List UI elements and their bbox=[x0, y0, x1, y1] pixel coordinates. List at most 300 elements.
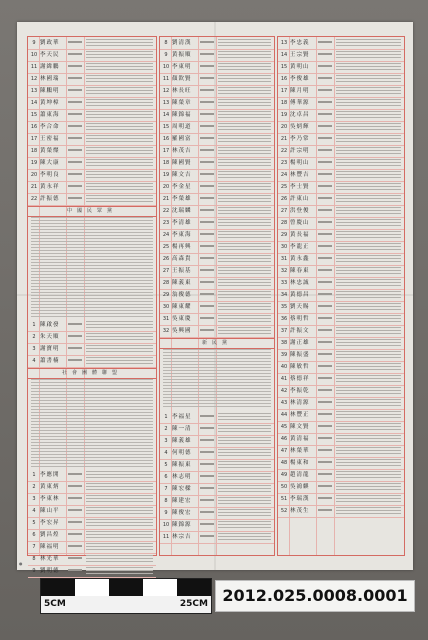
person-name: 蕭書楠 bbox=[40, 358, 60, 364]
person-name: 林國瑞 bbox=[40, 76, 60, 82]
row-meta-text bbox=[318, 413, 332, 415]
row-number: 10 bbox=[30, 52, 38, 58]
row-meta-text bbox=[68, 533, 82, 535]
row-number: 43 bbox=[280, 400, 288, 406]
row-number: 7 bbox=[164, 486, 168, 492]
row-description-text bbox=[218, 219, 271, 227]
row-number: 11 bbox=[162, 76, 170, 82]
person-name: 王密福 bbox=[40, 136, 60, 142]
person-name: 劉天賜 bbox=[290, 304, 310, 310]
row-description-text bbox=[86, 111, 153, 119]
person-name: 劉明德 bbox=[40, 568, 60, 574]
row-description-text bbox=[218, 437, 271, 445]
row-meta-text bbox=[200, 125, 214, 127]
row-number: 20 bbox=[280, 124, 288, 130]
row-number: 6 bbox=[32, 532, 36, 538]
row-meta-text bbox=[200, 89, 214, 91]
row-number: 15 bbox=[30, 112, 38, 118]
row-meta-text bbox=[318, 497, 332, 499]
person-name: 王宗賢 bbox=[290, 52, 310, 58]
row-number: 29 bbox=[162, 292, 170, 298]
row-description-text bbox=[218, 243, 271, 251]
section-header: 新民黨 bbox=[160, 338, 274, 349]
row-number: 1 bbox=[32, 322, 36, 328]
scale-label-right: 25CM bbox=[179, 599, 208, 609]
row-description-text bbox=[336, 459, 401, 467]
person-name: 李明良 bbox=[40, 172, 60, 178]
row-meta-text bbox=[200, 53, 214, 55]
person-name: 林光華 bbox=[40, 556, 60, 562]
person-name: 楊明山 bbox=[290, 160, 310, 166]
scale-segment bbox=[75, 579, 109, 596]
row-number: 27 bbox=[162, 268, 170, 274]
person-name: 蔡德祥 bbox=[290, 376, 310, 382]
row-description-text bbox=[86, 147, 153, 155]
person-name: 李瑞漢 bbox=[290, 496, 310, 502]
row-meta-text bbox=[68, 173, 82, 175]
row-meta-text bbox=[318, 77, 332, 79]
row-meta-text bbox=[200, 209, 214, 211]
row-description-text bbox=[86, 171, 153, 179]
person-name: 李金星 bbox=[172, 184, 192, 190]
row-description-text bbox=[218, 497, 271, 505]
row-description-text bbox=[86, 99, 153, 107]
row-description-text bbox=[336, 435, 401, 443]
row-meta-text bbox=[318, 101, 332, 103]
row-description-text bbox=[86, 471, 153, 479]
row-number: 3 bbox=[164, 438, 168, 444]
row-description-text bbox=[218, 207, 271, 215]
row-meta-text bbox=[318, 65, 332, 67]
person-name: 李東明 bbox=[172, 64, 192, 70]
row-description-text bbox=[336, 231, 401, 239]
row-description-text bbox=[218, 255, 271, 263]
row-description-text bbox=[336, 411, 401, 419]
person-name: 李應開 bbox=[40, 472, 60, 478]
row-meta-text bbox=[318, 341, 332, 343]
row-description-text bbox=[218, 171, 271, 179]
person-name: 羅國富 bbox=[172, 136, 192, 142]
row-meta-text bbox=[200, 305, 214, 307]
person-name: 林清源 bbox=[290, 400, 310, 406]
row-description-text bbox=[86, 159, 153, 167]
person-name: 許振德 bbox=[40, 196, 60, 202]
scale-label-left: 5CM bbox=[44, 599, 66, 609]
row-number: 4 bbox=[164, 450, 168, 456]
row-number: 32 bbox=[162, 328, 170, 334]
person-name: 李振乾 bbox=[290, 388, 310, 394]
row-meta-text bbox=[318, 149, 332, 151]
person-name: 劉昌煌 bbox=[40, 532, 60, 538]
row-meta-text bbox=[318, 269, 332, 271]
row-meta-text bbox=[200, 77, 214, 79]
row-number: 25 bbox=[162, 244, 170, 250]
person-name: 許振文 bbox=[290, 328, 310, 334]
row-meta-text bbox=[200, 233, 214, 235]
person-name: 林茂吉 bbox=[172, 148, 192, 154]
row-meta-text bbox=[318, 125, 332, 127]
row-meta-text bbox=[318, 329, 332, 331]
row-number: 24 bbox=[280, 172, 288, 178]
person-name: 黃清福 bbox=[290, 436, 310, 442]
person-name: 陳月明 bbox=[290, 88, 310, 94]
row-meta-text bbox=[68, 545, 82, 547]
row-number: 9 bbox=[164, 52, 168, 58]
row-number: 45 bbox=[280, 424, 288, 430]
row-meta-text bbox=[318, 257, 332, 259]
row-number: 14 bbox=[162, 112, 170, 118]
person-name: 吳炳輝 bbox=[290, 124, 310, 130]
row-meta-text bbox=[200, 511, 214, 513]
row-number: 22 bbox=[30, 196, 38, 202]
row-meta-text bbox=[200, 415, 214, 417]
row-number: 50 bbox=[280, 484, 288, 490]
row-number: 38 bbox=[280, 340, 288, 346]
person-name: 李榮雄 bbox=[172, 196, 192, 202]
row-description-text bbox=[336, 303, 401, 311]
person-name: 陳義東 bbox=[172, 280, 192, 286]
row-meta-text bbox=[318, 173, 332, 175]
person-name: 陳東耀 bbox=[172, 304, 192, 310]
row-number: 4 bbox=[32, 508, 36, 514]
person-name: 李忠義 bbox=[290, 40, 310, 46]
person-name: 蕭東海 bbox=[40, 112, 60, 118]
row-meta-text bbox=[318, 461, 332, 463]
row-number: 39 bbox=[280, 352, 288, 358]
person-name: 李東海 bbox=[172, 232, 192, 238]
row-meta-text bbox=[68, 113, 82, 115]
row-meta-text bbox=[200, 257, 214, 259]
row-description-text bbox=[86, 135, 153, 143]
row-number: 19 bbox=[280, 112, 288, 118]
row-number: 44 bbox=[280, 412, 288, 418]
person-name: 陳一清 bbox=[172, 426, 192, 432]
person-name: 謝緯鵬 bbox=[40, 64, 60, 70]
row-description-text bbox=[86, 567, 153, 575]
row-number: 51 bbox=[280, 496, 288, 502]
row-meta-text bbox=[318, 485, 332, 487]
row-number: 5 bbox=[164, 462, 168, 468]
row-number: 49 bbox=[280, 472, 288, 478]
person-name: 黃坤樟 bbox=[40, 100, 60, 106]
row-number: 33 bbox=[280, 280, 288, 286]
person-name: 林榮華 bbox=[290, 448, 310, 454]
person-name: 傅華源 bbox=[290, 100, 310, 106]
row-number: 34 bbox=[280, 292, 288, 298]
row-description-text bbox=[218, 291, 271, 299]
row-number: 3 bbox=[32, 496, 36, 502]
row-meta-text bbox=[68, 149, 82, 151]
row-number: 22 bbox=[280, 148, 288, 154]
scale-segment bbox=[177, 579, 211, 596]
row-meta-text bbox=[68, 347, 82, 349]
person-name: 陳振東 bbox=[172, 462, 192, 468]
person-name: 陳國賢 bbox=[172, 160, 192, 166]
person-name: 吳東慶 bbox=[172, 316, 192, 322]
row-meta-text bbox=[68, 41, 82, 43]
row-number: 19 bbox=[162, 172, 170, 178]
table-row bbox=[28, 565, 156, 578]
row-description-text bbox=[218, 147, 271, 155]
row-meta-text bbox=[318, 365, 332, 367]
person-name: 陳春東 bbox=[290, 268, 310, 274]
row-description-text bbox=[218, 123, 271, 131]
row-description-text bbox=[218, 533, 271, 541]
row-number: 9 bbox=[32, 568, 36, 574]
row-description-text bbox=[336, 147, 401, 155]
row-number: 26 bbox=[280, 196, 288, 202]
row-number: 37 bbox=[280, 328, 288, 334]
person-name: 周明道 bbox=[172, 124, 192, 130]
row-description-text bbox=[218, 231, 271, 239]
person-name: 陳文賢 bbox=[290, 424, 310, 430]
person-name: 王振基 bbox=[172, 268, 192, 274]
row-meta-text bbox=[318, 389, 332, 391]
row-number: 46 bbox=[280, 436, 288, 442]
person-name: 黃明山 bbox=[290, 64, 310, 70]
person-name: 李士賢 bbox=[290, 184, 310, 190]
person-name: 蔡明哲 bbox=[290, 316, 310, 322]
row-description-text bbox=[336, 75, 401, 83]
section-header: 社會團體聯盟 bbox=[28, 368, 156, 379]
row-number: 29 bbox=[280, 232, 288, 238]
person-name: 林豐正 bbox=[290, 412, 310, 418]
person-name: 林宗吉 bbox=[172, 534, 192, 540]
row-number: 25 bbox=[280, 184, 288, 190]
section-header: 中國民眾黨 bbox=[28, 206, 156, 217]
row-meta-text bbox=[68, 53, 82, 55]
person-name: 陳義雄 bbox=[172, 438, 192, 444]
row-description-text bbox=[336, 207, 401, 215]
person-name: 趙清龍 bbox=[290, 472, 310, 478]
person-name: 陳錦源 bbox=[172, 522, 192, 528]
row-meta-text bbox=[200, 197, 214, 199]
row-description-text bbox=[218, 111, 271, 119]
scale-segment bbox=[109, 579, 143, 596]
row-description-text bbox=[336, 123, 401, 131]
row-meta-text bbox=[200, 475, 214, 477]
row-description-text bbox=[336, 495, 401, 503]
row-meta-text bbox=[200, 221, 214, 223]
row-meta-text bbox=[200, 161, 214, 163]
row-number: 18 bbox=[162, 160, 170, 166]
row-meta-text bbox=[318, 281, 332, 283]
row-meta-text bbox=[318, 473, 332, 475]
row-number: 19 bbox=[30, 160, 38, 166]
row-meta-text bbox=[200, 149, 214, 151]
row-meta-text bbox=[200, 245, 214, 247]
row-number: 22 bbox=[162, 208, 170, 214]
row-meta-text bbox=[200, 137, 214, 139]
row-description-text bbox=[218, 279, 271, 287]
row-meta-text bbox=[200, 173, 214, 175]
row-number: 42 bbox=[280, 388, 288, 394]
row-description-text bbox=[218, 75, 271, 83]
person-name: 謝寶明 bbox=[40, 346, 60, 352]
row-description-text bbox=[86, 333, 153, 341]
row-description-text bbox=[218, 39, 271, 47]
row-meta-text bbox=[318, 221, 332, 223]
person-name: 李俊雄 bbox=[290, 76, 310, 82]
row-meta-text bbox=[318, 197, 332, 199]
person-name: 陳榮章 bbox=[172, 100, 192, 106]
row-number: 31 bbox=[162, 316, 170, 322]
row-description-text bbox=[86, 39, 153, 47]
row-number: 31 bbox=[280, 256, 288, 262]
row-number: 17 bbox=[30, 136, 38, 142]
row-number: 5 bbox=[32, 520, 36, 526]
row-meta-text bbox=[200, 41, 214, 43]
row-description-text bbox=[336, 399, 401, 407]
person-name: 顏欽賢 bbox=[172, 76, 192, 82]
row-description-text bbox=[336, 351, 401, 359]
row-meta-text bbox=[200, 281, 214, 283]
row-description-text bbox=[336, 183, 401, 191]
row-description-text bbox=[218, 267, 271, 275]
row-number: 40 bbox=[280, 364, 288, 370]
row-meta-text bbox=[318, 509, 332, 511]
table-column bbox=[277, 36, 405, 556]
row-description-text bbox=[218, 63, 271, 71]
row-meta-text bbox=[200, 65, 214, 67]
person-name: 何明德 bbox=[172, 450, 192, 456]
person-name: 陳文吉 bbox=[172, 172, 192, 178]
row-description-text bbox=[86, 483, 153, 491]
row-description-text bbox=[336, 39, 401, 47]
person-name: 陳啟發 bbox=[40, 322, 60, 328]
row-meta-text bbox=[318, 293, 332, 295]
row-number: 27 bbox=[280, 208, 288, 214]
person-name: 李福星 bbox=[172, 414, 192, 420]
row-meta-text bbox=[68, 101, 82, 103]
row-number: 16 bbox=[162, 136, 170, 142]
person-name: 吳興國 bbox=[172, 328, 192, 334]
person-name: 謝正雄 bbox=[290, 340, 310, 346]
body-text-block bbox=[31, 379, 153, 467]
row-number: 26 bbox=[162, 256, 170, 262]
person-name: 劉清漢 bbox=[172, 40, 192, 46]
body-text-block bbox=[163, 349, 271, 409]
row-number: 8 bbox=[164, 498, 168, 504]
person-name: 黃永鑫 bbox=[290, 256, 310, 262]
row-description-text bbox=[218, 327, 271, 335]
row-meta-text bbox=[68, 65, 82, 67]
person-name: 楊再興 bbox=[172, 244, 192, 250]
person-name: 黃東炳 bbox=[40, 484, 60, 490]
row-description-text bbox=[86, 123, 153, 131]
row-description-text bbox=[86, 75, 153, 83]
row-number: 17 bbox=[280, 88, 288, 94]
row-number: 20 bbox=[30, 172, 38, 178]
row-description-text bbox=[218, 473, 271, 481]
row-description-text bbox=[218, 449, 271, 457]
row-number: 21 bbox=[30, 184, 38, 190]
row-number: 48 bbox=[280, 460, 288, 466]
table-row bbox=[28, 193, 156, 206]
row-description-text bbox=[218, 425, 271, 433]
row-description-text bbox=[336, 99, 401, 107]
person-name: 陳振盛 bbox=[290, 352, 310, 358]
row-description-text bbox=[218, 183, 271, 191]
row-description-text bbox=[336, 339, 401, 347]
person-name: 陳鵬明 bbox=[40, 88, 60, 94]
row-description-text bbox=[86, 321, 153, 329]
row-number: 2 bbox=[164, 426, 168, 432]
scale-segment bbox=[41, 579, 75, 596]
row-description-text bbox=[218, 521, 271, 529]
row-meta-text bbox=[200, 101, 214, 103]
row-description-text bbox=[86, 51, 153, 59]
person-name: 黃長福 bbox=[290, 232, 310, 238]
row-meta-text bbox=[68, 557, 82, 559]
row-number: 8 bbox=[164, 40, 168, 46]
row-description-text bbox=[336, 483, 401, 491]
row-number: 18 bbox=[280, 100, 288, 106]
person-name: 陳宏樑 bbox=[172, 486, 192, 492]
row-number: 3 bbox=[32, 346, 36, 352]
row-meta-text bbox=[68, 359, 82, 361]
person-name: 陳福明 bbox=[40, 544, 60, 550]
row-meta-text bbox=[318, 53, 332, 55]
person-name: 李合命 bbox=[40, 124, 60, 130]
person-name: 陳錦福 bbox=[172, 112, 192, 118]
row-description-text bbox=[336, 507, 401, 515]
table-row bbox=[278, 505, 404, 518]
page-edge-mark: ● bbox=[19, 561, 23, 566]
row-number: 36 bbox=[280, 316, 288, 322]
row-number: 21 bbox=[280, 136, 288, 142]
row-number: 23 bbox=[162, 220, 170, 226]
row-meta-text bbox=[68, 569, 82, 571]
person-name: 許宗明 bbox=[290, 148, 310, 154]
row-description-text bbox=[336, 315, 401, 323]
row-meta-text bbox=[68, 137, 82, 139]
person-name: 劉政華 bbox=[40, 40, 60, 46]
person-name: 朱天順 bbox=[40, 334, 60, 340]
person-name: 林長旺 bbox=[172, 88, 192, 94]
row-description-text bbox=[86, 183, 153, 191]
person-name: 許東山 bbox=[290, 196, 310, 202]
row-description-text bbox=[336, 51, 401, 59]
row-description-text bbox=[218, 509, 271, 517]
row-number: 41 bbox=[280, 376, 288, 382]
row-description-text bbox=[336, 423, 401, 431]
row-description-text bbox=[218, 87, 271, 95]
row-meta-text bbox=[200, 463, 214, 465]
table-row bbox=[160, 531, 274, 544]
row-number: 30 bbox=[280, 244, 288, 250]
row-number: 13 bbox=[162, 100, 170, 106]
row-description-text bbox=[336, 111, 401, 119]
row-number: 13 bbox=[280, 40, 288, 46]
row-description-text bbox=[336, 135, 401, 143]
person-name: 黃榮燦 bbox=[40, 148, 60, 154]
row-number: 15 bbox=[280, 64, 288, 70]
row-description-text bbox=[218, 315, 271, 323]
row-description-text bbox=[86, 345, 153, 353]
row-meta-text bbox=[68, 125, 82, 127]
row-description-text bbox=[218, 195, 271, 203]
row-description-text bbox=[86, 495, 153, 503]
row-description-text bbox=[86, 519, 153, 527]
row-number: 14 bbox=[280, 52, 288, 58]
row-number: 6 bbox=[164, 474, 168, 480]
person-name: 李龍正 bbox=[290, 244, 310, 250]
row-number: 11 bbox=[30, 64, 38, 70]
row-number: 28 bbox=[162, 280, 170, 286]
row-number: 12 bbox=[162, 88, 170, 94]
row-meta-text bbox=[68, 497, 82, 499]
